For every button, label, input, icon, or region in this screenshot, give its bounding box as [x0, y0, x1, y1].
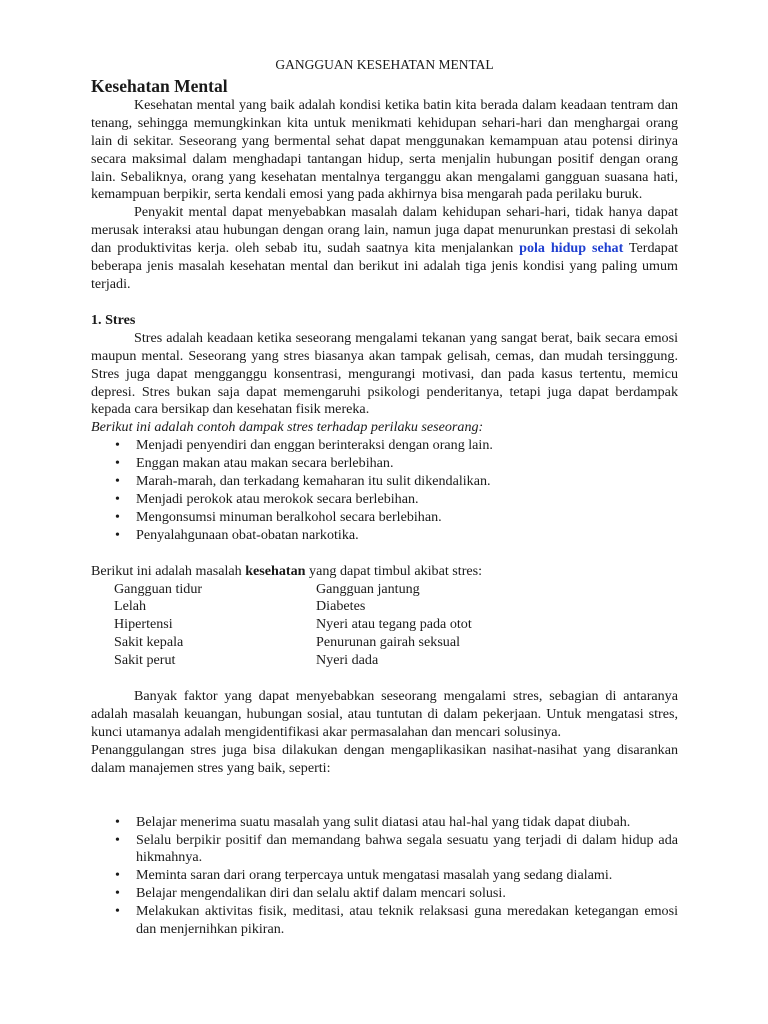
table-row: Lelah Diabetes [114, 598, 366, 615]
intro-paragraph-1: Kesehatan mental yang baik adalah kondisi ketika batin kita berada dalam keadaan tentram dan tenang, sehingga memungkinkan kita untuk menikmati kehidupan sehari-hari dan menghargai orang lain di sekitar. Seseorang yang bermental sehat dapat menggunakan kemampuan atau potensi dirinya secara maksimal dalam menghadapi tantangan hidup, serta menjalin hubungan positif dengan orang lain. Sebaliknya, orang yang kesehatan mentalnya terganggu akan mengalami gangguan suasana hati, kemampuan berpikir, serta kendali emosi yang pada akhirnya bisa mengarah pada perilaku buruk. [91, 96, 678, 203]
spacer [91, 294, 678, 312]
bullet-icon: • [115, 526, 120, 543]
table-row: Sakit kepala Penurunan gairah seksual [114, 634, 461, 651]
table-row: Sakit perut Nyeri dada [114, 652, 379, 669]
document-title: GANGGUAN KESEHATAN MENTAL [275, 57, 494, 72]
spacer [91, 545, 678, 563]
bullet-icon: • [115, 885, 120, 902]
bullet-icon: • [115, 813, 120, 830]
list-item: • Menjadi perokok atau merokok secara berlebihan. [115, 490, 419, 507]
list-item: • Penyalahgunaan obat-obatan narkotika. [115, 526, 359, 543]
stres-heading: 1. Stres [91, 311, 136, 328]
impact-list [91, 437, 678, 544]
list-item: • Mengonsumsi minuman beralkohol secara berlebihan. [115, 508, 442, 525]
intro-paragraph-2-after: Terdapat beberapa jenis masalah kesehatan mental dan berikut ini adalah tiga jenis kondisi yang paling umum terjadi. [91, 240, 679, 292]
pola-hidup-sehat-link[interactable]: pola hidup sehat [519, 240, 624, 257]
coping-paragraph: Penanggulangan stres juga bisa dilakukan dengan mengaplikasikan nasihat-nasihat yang disarankan dalam manajemen stres yang baik, seperti: [91, 741, 678, 776]
list-item: • Selalu berpikir positif dan memandang bahwa segala sesuatu yang terjadi di dalam hidup ada hikmahnya. [115, 831, 678, 866]
list-item: • Enggan makan atau makan secara berlebihan. [115, 455, 394, 472]
health-problems-table [114, 581, 678, 671]
bullet-icon: • [115, 831, 120, 848]
intro-paragraph-2-before: Penyakit mental dapat menyebabkan masalah dalam kehidupan sehari-hari, tidak hanya dapat merusak interaksi atau hubungan dengan orang lain, namun juga dapat menurunkan prestasi di sekolah dan produktivitas kerja. oleh sebab itu, sudah saatnya kita menjalankan [91, 204, 678, 257]
spacer [91, 778, 678, 814]
list-item: • Meminta saran dari orang terpercaya untuk mengatasi masalah yang sedang dialami. [115, 867, 613, 884]
list-item: • Menjadi penyendiri dan enggan berinteraksi dengan orang lain. [115, 437, 493, 454]
causes-paragraph: Banyak faktor yang dapat menyebabkan seseorang mengalami stres, sebagian di antaranya adalah masalah keuangan, hubungan sosial, atau tuntutan di dalam pekerjaan. Untuk mengatasi stres, kunci utamanya adalah mengidentifikasi akar permasalahan dan mencari solusinya. [91, 688, 678, 740]
bullet-icon: • [115, 455, 120, 472]
table-row: Hipertensi Nyeri atau tegang pada otot [114, 616, 472, 633]
bullet-icon: • [115, 867, 120, 884]
list-item: • Melakukan aktivitas fisik, meditasi, atau teknik relaksasi guna meredakan ketegangan emosi dan menjernihkan pikiran. [115, 903, 678, 938]
bullet-icon: • [115, 473, 120, 490]
list-item: • Belajar mengendalikan diri dan selalu aktif dalam mencari solusi. [115, 885, 506, 902]
spacer [91, 670, 678, 688]
intro-paragraph-2 [91, 204, 678, 294]
table-row: Gangguan tidur Gangguan jantung [114, 580, 420, 597]
bullet-icon: • [115, 437, 120, 454]
problems-intro: Berikut ini adalah masalah kesehatan yang dapat timbul akibat stres: [91, 562, 483, 579]
list-item: • Marah-marah, dan terkadang kemaharan itu sulit dikendalikan. [115, 473, 491, 490]
tips-list [91, 814, 678, 939]
impact-intro: Berikut ini adalah contoh dampak stres terhadap perilaku seseorang: [91, 419, 484, 436]
bullet-icon: • [115, 903, 120, 920]
list-item: • Belajar menerima suatu masalah yang sulit diatasi atau hal-hal yang tidak dapat diubah. [115, 813, 631, 830]
document-body [91, 56, 678, 939]
stres-paragraph: Stres adalah keadaan ketika seseorang mengalami tekanan yang sangat berat, baik secara emosi maupun mental. Seseorang yang stres biasanya akan tampak gelisah, cemas, dan mudah tersinggung. Stres juga dapat mengganggu konsentrasi, mengurangi motivasi, dan pada kasus tertentu, memicu depresi. Stres bukan saja dapat memengaruhi psikologi penderitanya, tetapi juga dapat berdampak kepada cara bersikap dan kesehatan fisik mereka. [91, 329, 678, 418]
section-heading: Kesehatan Mental [91, 75, 228, 96]
bullet-icon: • [115, 490, 120, 507]
bullet-icon: • [115, 508, 120, 525]
